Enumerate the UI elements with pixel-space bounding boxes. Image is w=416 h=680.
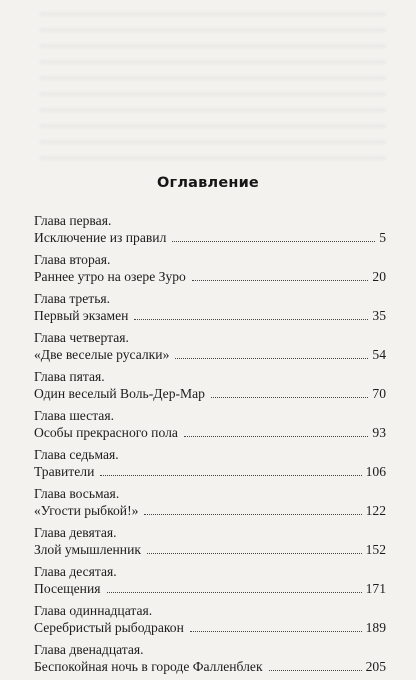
dot-leader (134, 318, 368, 320)
chapter-title: Особы прекрасного пола (34, 425, 178, 440)
chapter-number: Глава седьмая. (34, 447, 119, 462)
chapter-title: «Две веселые русалки» (34, 347, 170, 362)
page-number: 152 (365, 542, 386, 557)
page-number: 205 (365, 659, 386, 674)
toc-row (34, 502, 386, 519)
chapter-number: Глава одиннадцатая. (34, 603, 153, 618)
toc-entry[interactable] (34, 485, 386, 519)
toc-row (34, 307, 386, 324)
toc-row (34, 658, 386, 675)
chapter-title: «Угости рыбкой!» (34, 503, 139, 518)
chapter-number: Глава девятая. (34, 525, 117, 540)
chapter-title: Злой умышленник (34, 542, 141, 557)
dot-leader (100, 474, 361, 476)
chapter-title: Один веселый Воль-Дер-Мар (34, 386, 205, 401)
toc-entry[interactable] (34, 329, 386, 363)
chapter-title: Первый экзамен (34, 308, 129, 323)
toc-row (34, 463, 386, 480)
page-bleed-through (40, 0, 386, 160)
chapter-number: Глава восьмая. (34, 486, 120, 501)
chapter-number: Глава шестая. (34, 408, 114, 423)
page-number: 171 (365, 581, 386, 596)
toc-row (34, 619, 386, 636)
chapter-title: Раннее утро на озере Зуро (34, 269, 186, 284)
dot-leader (192, 279, 369, 281)
dot-leader (144, 513, 361, 515)
toc-entry[interactable] (34, 524, 386, 558)
page-number: 189 (365, 620, 386, 635)
chapter-number: Глава десятая. (34, 564, 117, 579)
page-number: 93 (372, 425, 386, 440)
dot-leader (190, 630, 362, 632)
page-number: 5 (379, 230, 386, 245)
toc-row (34, 268, 386, 285)
toc-entry[interactable] (34, 641, 386, 675)
toc-row (34, 346, 386, 363)
toc-row (34, 580, 386, 597)
chapter-title: Беспокойная ночь в городе Фалленблек (34, 659, 263, 674)
toc-entry[interactable] (34, 212, 386, 246)
toc-entry[interactable] (34, 446, 386, 480)
chapter-title: Посещения (34, 581, 101, 596)
toc-entry[interactable] (34, 368, 386, 402)
dot-leader (269, 669, 362, 671)
toc-entry[interactable] (34, 290, 386, 324)
toc-entry[interactable] (34, 602, 386, 636)
toc-row (34, 385, 386, 402)
page-number: 70 (372, 386, 386, 401)
chapter-title: Исключение из правил (34, 230, 167, 245)
page-number: 106 (365, 464, 386, 479)
chapter-number: Глава вторая. (34, 252, 111, 267)
dot-leader (107, 591, 362, 593)
chapter-number: Глава пятая. (34, 369, 105, 384)
dot-leader (211, 396, 368, 398)
dot-leader (172, 240, 375, 242)
chapter-title: Травители (34, 464, 95, 479)
toc-row (34, 229, 386, 246)
dot-leader (184, 435, 369, 437)
page-number: 35 (372, 308, 386, 323)
dot-leader (175, 357, 368, 359)
chapter-number: Глава четвертая. (34, 330, 129, 345)
toc-entry[interactable] (34, 563, 386, 597)
dot-leader (147, 552, 362, 554)
toc-entry[interactable] (34, 251, 386, 285)
page-title: Оглавление (157, 175, 259, 191)
page-number: 122 (365, 503, 386, 518)
page-number: 20 (372, 269, 386, 284)
chapter-number: Глава двенадцатая. (34, 642, 144, 657)
chapter-number: Глава первая. (34, 213, 112, 228)
table-of-contents (34, 212, 386, 680)
toc-entry[interactable] (34, 407, 386, 441)
page-number: 54 (372, 347, 386, 362)
chapter-number: Глава третья. (34, 291, 111, 306)
toc-row (34, 541, 386, 558)
chapter-title: Серебристый рыбодракон (34, 620, 184, 635)
toc-row (34, 424, 386, 441)
